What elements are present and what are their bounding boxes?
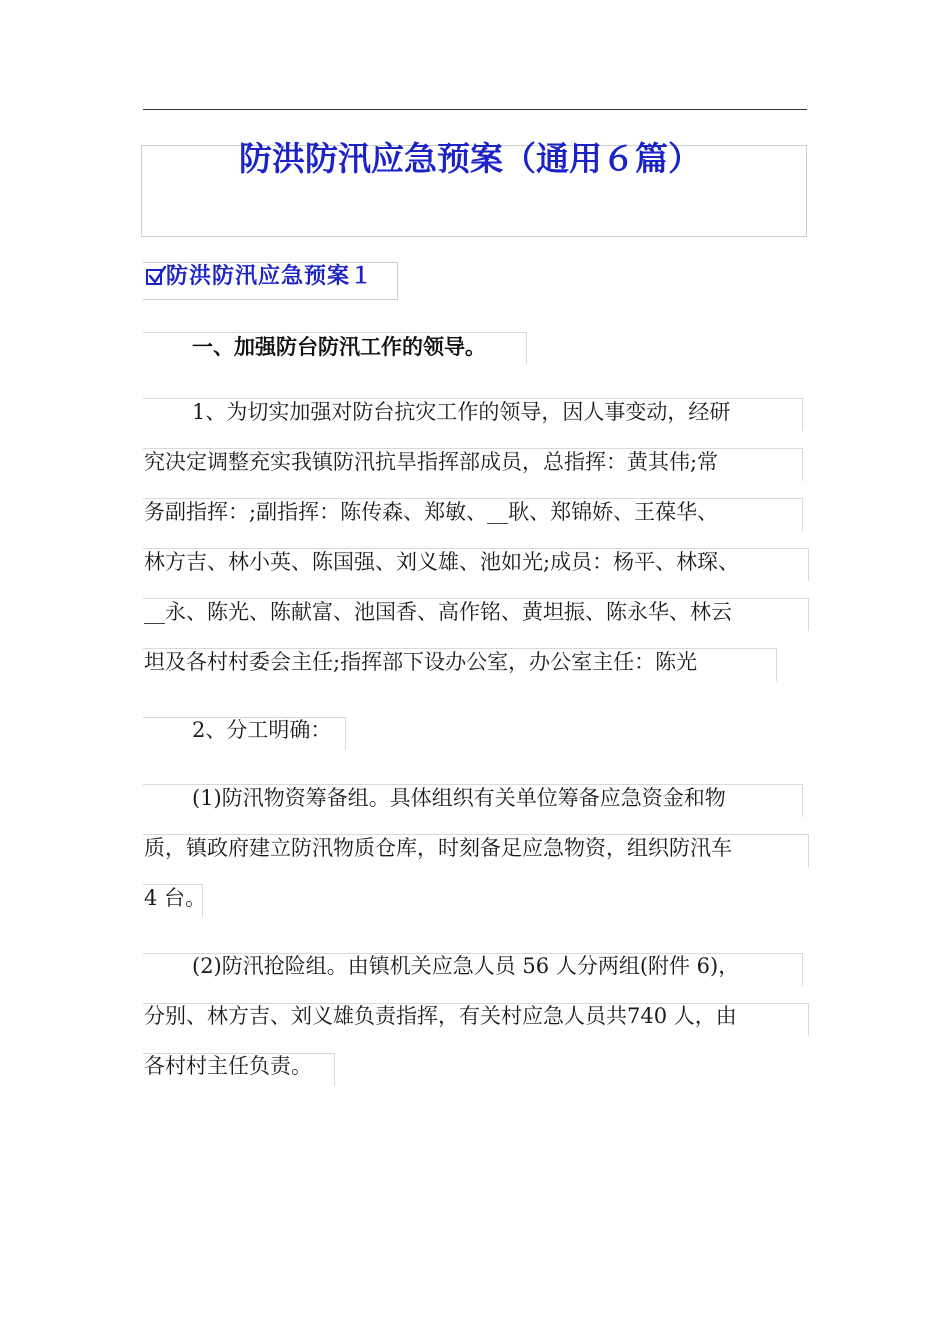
- paragraph-1-line-3: 务副指挥：;副指挥：陈传森、郑敏、__耿、郑锦娇、王葆华、: [144, 500, 719, 524]
- paragraph-1-line-2: 究决定调整充实我镇防汛抗旱指挥部成员，总指挥：黄其伟;常: [144, 450, 719, 474]
- subheading: 一、加强防台防汛工作的领导。: [192, 334, 486, 359]
- paragraph-4-line-1: (2)防汛抢险组。由镇机关应急人员 56 人分两组(附件 6)，: [192, 954, 740, 978]
- paragraph-1-line-5: __永、陈光、陈献富、池国香、高作铭、黄坦振、陈永华、林云: [144, 600, 732, 624]
- top-rule: [143, 109, 807, 110]
- paragraph-2-line-1: 2、分工明确：: [192, 718, 332, 742]
- paragraph-3-line-3: 4 台。: [144, 886, 207, 910]
- paragraph-3-line-2: 质，镇政府建立防汛物质仓库，时刻备足应急物资，组织防汛车: [144, 836, 732, 860]
- paragraph-4-line-3: 各村村主任负责。: [144, 1054, 312, 1078]
- paragraph-4-line-2: 分别、林方吉、刘义雄负责指挥，有关村应急人员共740 人，由: [144, 1004, 737, 1028]
- section-heading: 防洪防汛应急预案１: [166, 263, 374, 289]
- paragraph-3-line-1: (1)防汛物资筹备组。具体组织有关单位筹备应急资金和物: [192, 786, 726, 810]
- paragraph-1-line-6: 坦及各村村委会主任;指挥部下设办公室，办公室主任：陈光: [144, 650, 698, 674]
- document-title: 防洪防汛应急预案（通用６篇）: [239, 139, 701, 178]
- checkbox-icon: [146, 269, 162, 285]
- paragraph-1-line-1: 1、为切实加强对防台抗灾工作的领导，因人事变动，经研: [192, 400, 731, 424]
- paragraph-1-line-4: 林方吉、林小英、陈国强、刘义雄、池如光;成员：杨平、林琛、: [144, 550, 740, 574]
